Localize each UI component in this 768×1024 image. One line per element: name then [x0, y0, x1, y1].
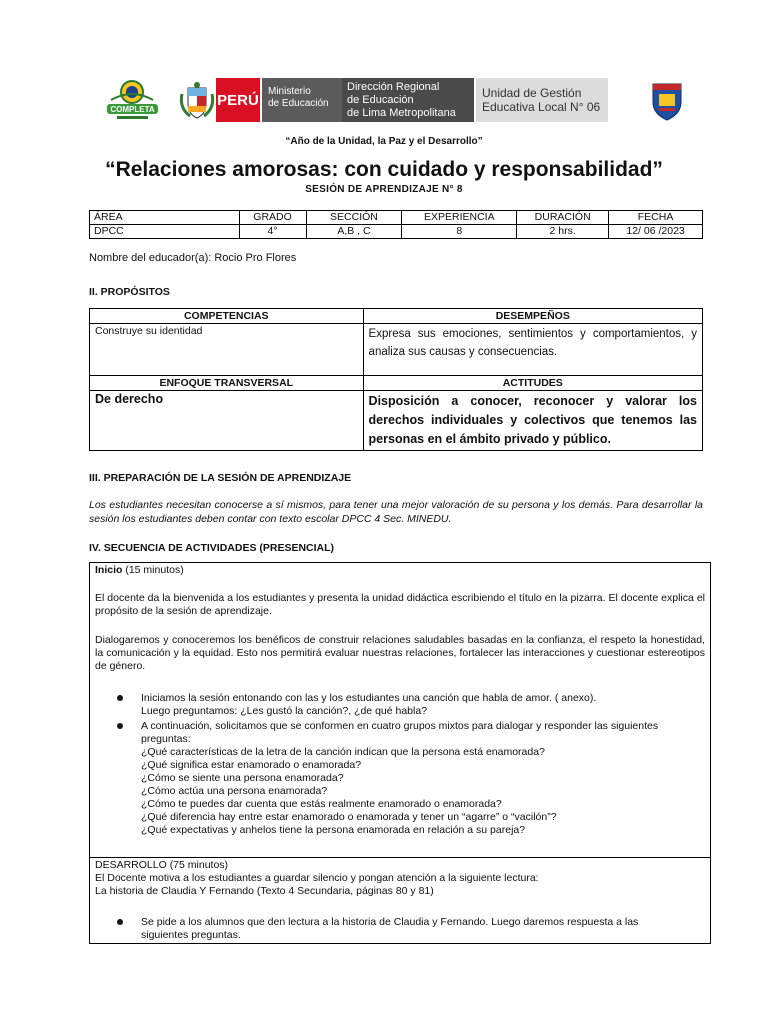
table-header-cell: DESEMPEÑOS [363, 309, 702, 324]
bullet-icon [117, 723, 123, 729]
inicio-header [95, 564, 184, 577]
ugel-block [476, 78, 608, 122]
bullet-icon [117, 919, 123, 925]
table-cell: 4° [239, 225, 306, 239]
table-row [90, 391, 703, 451]
list-item-line: Se pide a los alumnos que den lectura a la historia de Claudia y Fernando. Luego daremos respuesta a las [141, 916, 639, 928]
desarrollo-line: El Docente motiva a los estudiantes a guardar silencio y pongan atención a la siguiente lectura: [95, 872, 539, 884]
list-item-line: Iniciamos la sesión entonando con las y los estudiantes una canción que habla de amor. ( anexo). [141, 692, 597, 704]
table-cell: A,B , C [306, 225, 402, 239]
table-cell: 8 [402, 225, 517, 239]
table-cell: 12/ 06 /2023 [609, 225, 703, 239]
list-item-line: preguntas: [141, 733, 191, 745]
dre-block [342, 78, 474, 122]
preparation-text: Los estudiantes necesitan conocerse a sí mismos, para tener una mejor valoración de su persona y los demás. Para desarrollar la sesión los estudiantes deben contar con texto escolar DPCC 4 Sec. MINEDU. [89, 499, 703, 525]
inicio-paragraph-2: Dialogaremos y conoceremos los benéficos de construir relaciones saludables basadas en la confianza, el respeto la honestidad, la comunicación y la equidad. Esto nos permitirá evaluar nuestras relaciones, fortalecer las interacciones y cuestionar estereotipos de género. [95, 634, 705, 672]
competence-cell: Construye su identidad [90, 324, 364, 376]
list-item-line: ¿Cómo te puedes dar cuenta que estás realmente enamorado o enamorada? [141, 798, 502, 810]
inicio-paragraph-1: El docente da la bienvenida a los estudiantes y presenta la unidad didáctica escribiendo el título en la pizarra. El docente explica el propósito de la sesión de aprendizaje. [95, 592, 705, 617]
page-title: “Relaciones amorosas: con cuidado y responsabilidad” [105, 158, 663, 181]
list-item-line: ¿Qué expectativas y anhelos tiene la persona enamorada en relación a su pareja? [141, 824, 526, 836]
peru-coat-of-arms-icon [178, 80, 216, 122]
completa-logo [105, 78, 160, 122]
table-row [90, 324, 703, 376]
approach-cell: De derecho [90, 391, 364, 451]
section-heading-secuencia: IV. SECUENCIA DE ACTIVIDADES (PRESENCIAL) [89, 542, 335, 554]
list-item-line: A continuación, solicitamos que se conformen en cuatro grupos mixtos para dialogar y responder las siguientes [141, 720, 659, 732]
desarrollo-line: DESARROLLO (75 minutos) [95, 859, 229, 871]
section-heading-preparacion: III. PREPARACIÓN DE LA SESIÓN DE APRENDIZAJE [89, 472, 352, 484]
ugel-line: Unidad de Gestión [482, 86, 582, 100]
table-header-cell: SECCIÓN [306, 211, 402, 225]
inicio-time: (15 minutos) [122, 564, 184, 576]
table-header-row [90, 376, 703, 391]
educator-name: Nombre del educador(a): Rocio Pro Flores [89, 252, 297, 264]
year-motto: “Año de la Unidad, la Paz y el Desarrollo” [285, 136, 483, 147]
list-item-line: ¿Qué características de la letra de la canción indican que la persona está enamorada? [141, 746, 545, 758]
list-item-line: ¿Qué diferencia hay entre estar enamorado o enamorada y tener un “agarre” o “vacilón”? [141, 811, 557, 823]
table-header-cell: ACTITUDES [363, 376, 702, 391]
list-item-line: siguientes preguntas. [141, 929, 241, 941]
dre-line: Dirección Regional [347, 81, 440, 93]
table-cell: DPCC [90, 225, 240, 239]
ministerio-line: Ministerio [268, 86, 311, 97]
peru-brand-block: PERÚ [216, 78, 260, 122]
table-header-cell: DURACIÓN [517, 211, 609, 225]
section-heading-propositos: II. PROPÓSITOS [89, 286, 170, 298]
ugel-line: Educativa Local N° 06 [482, 100, 601, 114]
table-header-cell: ENFOQUE TRANSVERSAL [90, 376, 364, 391]
table-header-cell: ÁREA [90, 211, 240, 225]
desarrollo-block [95, 859, 539, 898]
list-item-line: Luego preguntamos: ¿Les gustó la canción?, ¿de qué habla? [141, 705, 428, 717]
list-item [141, 720, 707, 837]
ministerio-educacion-block [262, 78, 342, 122]
sequence-divider [89, 857, 711, 858]
table-header-row [90, 211, 703, 225]
table-header-row [90, 309, 703, 324]
session-number: SESIÓN DE APRENDIZAJE N° 8 [305, 184, 463, 195]
list-item [141, 692, 596, 718]
table-header-cell: COMPETENCIAS [90, 309, 364, 324]
table-row [90, 225, 703, 239]
performance-cell: Expresa sus emociones, sentimientos y comportamientos, y analiza sus causas y consecuencias. [363, 324, 702, 376]
svg-text:COMPLETA: COMPLETA [110, 105, 155, 114]
general-data-table [89, 210, 703, 239]
school-shield-icon [651, 80, 683, 122]
table-header-cell: GRADO [239, 211, 306, 225]
table-cell: 2 hrs. [517, 225, 609, 239]
dre-line: de Lima Metropolitana [347, 107, 456, 119]
inicio-label: Inicio [95, 564, 123, 576]
list-item [141, 916, 638, 942]
list-item-line: ¿Cómo se siente una persona enamorada? [141, 772, 344, 784]
attitudes-cell: Disposición a conocer, reconocer y valorar los derechos individuales y colectivos que tenemos las personas en el ámbito privado y público. [363, 391, 702, 451]
purposes-table [89, 308, 703, 451]
list-item-line: ¿Cómo actúa una persona enamorada? [141, 785, 328, 797]
table-header-cell: FECHA [609, 211, 703, 225]
bullet-icon [117, 695, 123, 701]
desarrollo-line: La historia de Claudia Y Fernando (Texto 4 Secundaria, páginas 80 y 81) [95, 885, 434, 897]
table-header-cell: EXPERIENCIA [402, 211, 517, 225]
dre-line: de Educación [347, 94, 414, 106]
list-item-line: ¿Qué significa estar enamorado o enamorada? [141, 759, 362, 771]
ministerio-line: de Educación [268, 98, 329, 109]
